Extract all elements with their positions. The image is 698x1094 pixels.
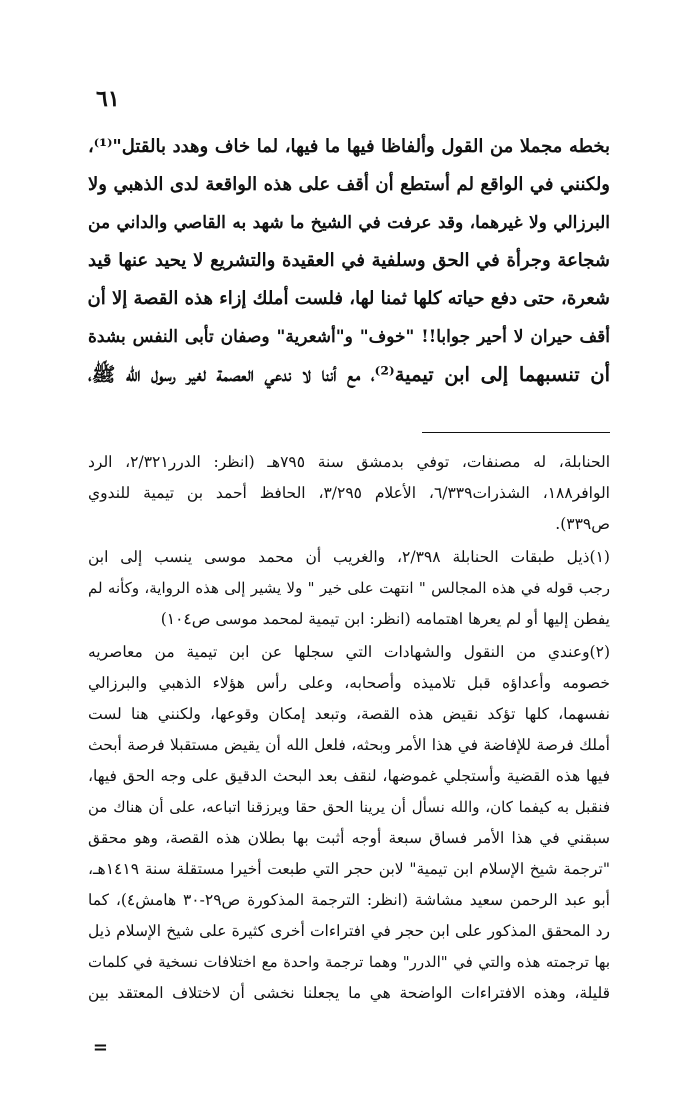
- footnote-line: رجب قوله في هذه المجالس " انتهت على خير " ولا يشير إلى هذه الرواية، وكأنه لم: [88, 579, 610, 597]
- body-line: البرزالي ولا غيرهما، وقد عرفت في الشيخ ما شهد به القاصي والداني من: [88, 213, 610, 233]
- body-line: بخطه مجملا من القول وألفاظا فيها ما فيها، لما خاف وهدد بالقتل"⁽¹⁾،: [88, 136, 610, 157]
- footnote-line: أبو عبد الرحمن سعيد مشاشة (انظر: الترجمة المذكورة ص٢٩-٣٠ هامش٤)، كما: [88, 891, 610, 909]
- body-line: ولكنني في الواقع لم أستطع أن أقف على هذه الواقعة لدى الذهبي ولا: [88, 174, 610, 195]
- footnote-line: قليلة، وهذه الافتراءات الواضحة هي ما يجعلنا نخشى أن لاختلاف المعتقد بين: [88, 984, 610, 1002]
- footnote-line: فيها هذه القضية وأستجلي غموضها، لنقف بعد البحث الدقيق على وجه الحق فيها،: [88, 767, 610, 785]
- footnote-line: (٢)وعندي من النقول والشهادات التي سجلها عن ابن تيمية من معاصريه: [88, 643, 610, 661]
- body-line: شعرة، حتى دفع حياته كلها ثمنا لها، فلست أملك إزاء هذه القصة إلا أن: [87, 288, 610, 309]
- footnote-line: يفطن إليها أو لم يعرها اهتمامه (انظر: ابن تيمية لمحمد موسى ص١٠٤): [160, 610, 610, 628]
- footnote-line: رد المحقق المذكور على ابن حجر في افتراءات أخرى كثيرة على شيخ الإسلام ذيل: [88, 922, 610, 940]
- footnote-line: الوافر١٨٨، الشذرات٦/٣٣٩، الأعلام ٣/٢٩٥، الحافظ أحمد بن تيمية للندوي: [88, 484, 610, 502]
- footnote-line: سبقني في هذا الأمر فساق سبعة أوجه أثبت بها بطلان هذه القصة، وهو محقق: [88, 829, 610, 847]
- footnote-line: نفسهما، كلها تؤكد نقيض هذه القصة، وتبعد إمكان وقوعها، ولكنني هنا لست: [88, 705, 610, 723]
- footnote-line: ص٣٣٩).: [555, 515, 610, 533]
- footnote-line: (١)ذيل طبقات الحنابلة ٢/٣٩٨، والغريب أن محمد موسى ينسب إلى ابن: [88, 548, 610, 566]
- body-line: أن تنسبهما إلى ابن تيمية⁽²⁾، مع أننا لا ندعي العصمة لغير رسول الله ﷺ،: [88, 363, 610, 386]
- footnote-line: بها ترجمته هذه والتي في "الدرر" وهما ترجمة واحدة مع اختلافات نسخية في كلمات: [88, 953, 610, 971]
- body-line: أقف حيران لا أحير جوابا!! "خوف" و"أشعرية" وصفان تأبى النفس بشدة: [88, 327, 610, 347]
- page-number: ٦١: [96, 86, 120, 112]
- footnotes: [88, 447, 610, 1009]
- footnote-line: "ترجمة شيخ الإسلام ابن تيمية" لابن حجر التي طبعت أخيرا مستقلة سنة ١٤١٩هـ،: [88, 860, 610, 878]
- continuation-mark: =: [92, 1037, 108, 1058]
- footnote-line: أملك فرصة للإفاضة في هذا الأمر وبحثه، فلعل الله أن يقيض مستقبلا فرصة أبحث: [88, 736, 610, 754]
- main-body-text: [88, 128, 610, 394]
- footnote-line: خصومه وأعداؤه قبل تلاميذه وأصحابه، وعلى رأس هؤلاء الذهبي والبرزالي: [88, 674, 610, 692]
- body-line: شجاعة وجرأة في الحق وسلفية في العقيدة والتشريع لا يحيد عنها قيد: [88, 250, 610, 271]
- footnote-separator: [422, 432, 610, 433]
- footnote-line: فنقبل به كيفما كان، والله نسأل أن يرينا الحق حقا ويرزقنا اتباعه، على أن هناك من: [88, 798, 610, 816]
- footnote-line: الحنابلة، له مصنفات، توفي بدمشق سنة ٧٩٥هـ (انظر: الدرر٢/٣٢١، الرد: [88, 453, 611, 471]
